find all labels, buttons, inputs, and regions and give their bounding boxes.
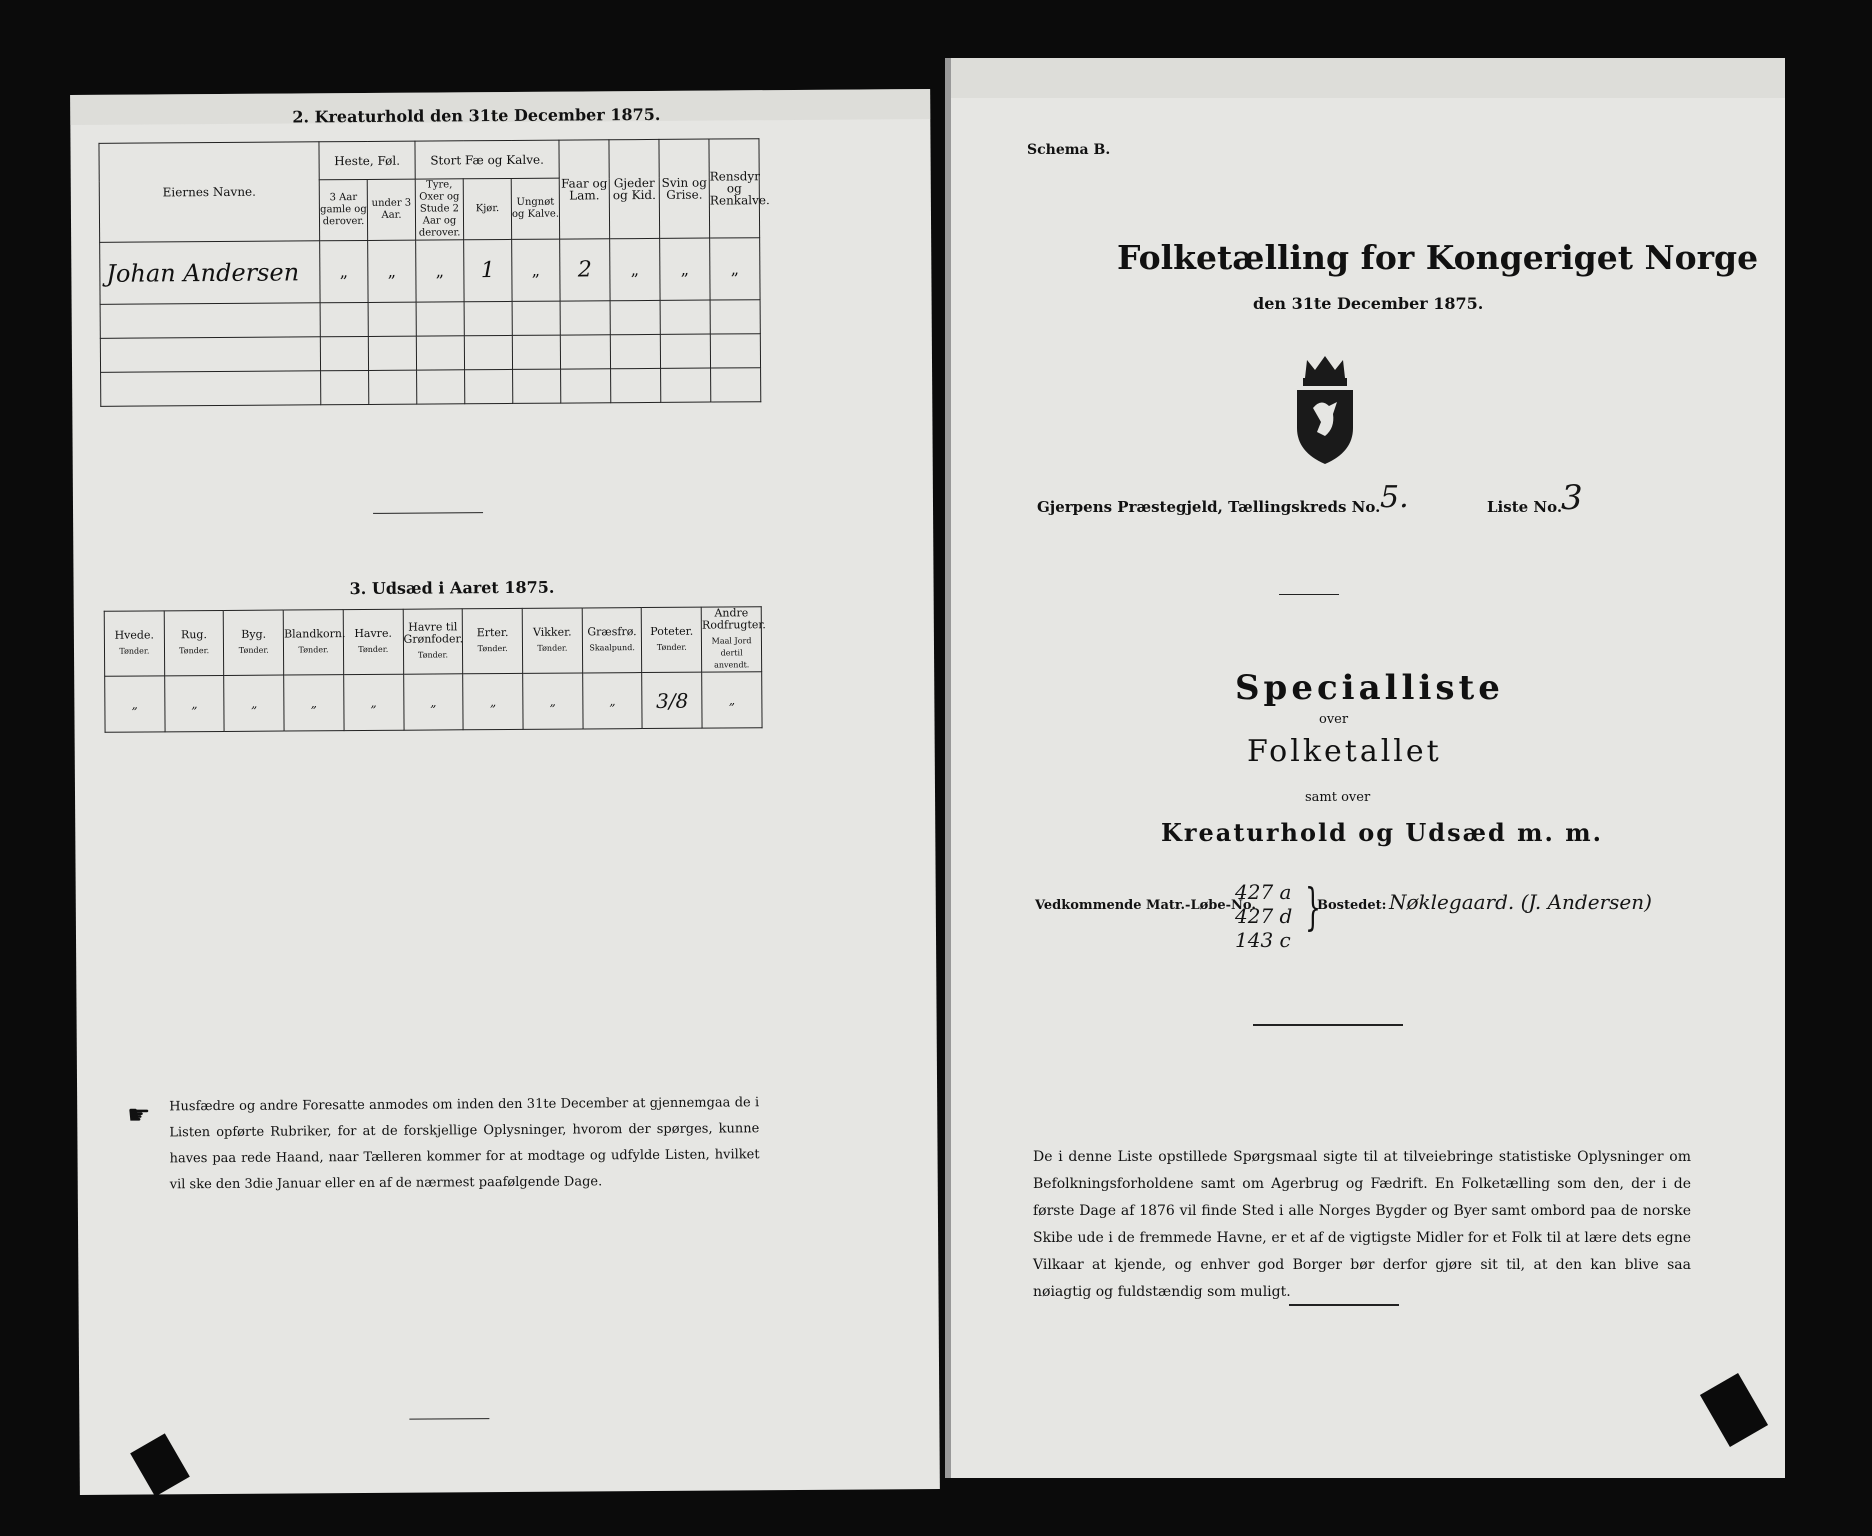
col-oxen: Tyre, Oxer og Stude 2 Aar og derover. bbox=[415, 179, 463, 240]
sowing-value: „ bbox=[463, 673, 523, 729]
sowing-col-0 bbox=[104, 611, 164, 676]
brace-icon: } bbox=[1304, 878, 1321, 936]
cell-oxen: „ bbox=[416, 240, 464, 302]
table-row bbox=[100, 300, 760, 339]
sowing-col-label: Byg. bbox=[241, 627, 267, 641]
sowing-col-unit: Skaalpund. bbox=[589, 643, 635, 653]
col-horses-old: 3 Aar gamle og derover. bbox=[319, 179, 367, 240]
col-owner: Eiernes Navne. bbox=[99, 142, 320, 243]
sowing-value: „ bbox=[702, 672, 762, 728]
divider bbox=[373, 512, 483, 514]
pointing-hand-icon: ☛ bbox=[127, 1100, 151, 1131]
col-sheep: Faar og Lam. bbox=[559, 140, 610, 239]
livestock-table bbox=[98, 138, 770, 407]
sowing-value: „ bbox=[523, 673, 583, 729]
sowing-col-label: Vikker. bbox=[532, 625, 572, 639]
sowing-col-6 bbox=[463, 608, 523, 673]
sowing-col-label: Havre til Grønfoder. bbox=[403, 620, 464, 646]
sowing-value: 3/8 bbox=[642, 672, 702, 728]
cell-cows: 1 bbox=[464, 239, 512, 301]
sowing-col-label: Erter. bbox=[476, 625, 509, 640]
owner-name: Johan Andersen bbox=[100, 241, 320, 305]
col-horses: Heste, Føl. bbox=[319, 141, 415, 180]
table-row bbox=[105, 672, 762, 733]
table-row bbox=[100, 238, 760, 305]
census-date: den 31te December 1875. bbox=[1253, 294, 1484, 313]
sowing-col-4 bbox=[343, 609, 403, 674]
col-cattle: Stort Fæ og Kalve. bbox=[415, 140, 559, 179]
coat-of-arms-icon bbox=[1285, 348, 1365, 468]
sowing-col-label: Hvede. bbox=[114, 628, 154, 642]
matr-value-1: 427 a bbox=[1235, 880, 1292, 904]
cell-horses-young: „ bbox=[368, 240, 416, 302]
matr-value-2: 427 d bbox=[1235, 904, 1293, 928]
table-row bbox=[100, 334, 760, 373]
col-reindeer: Rensdyr og Renkalve. bbox=[709, 139, 760, 238]
cell-pigs: „ bbox=[660, 238, 710, 300]
sowing-col-5 bbox=[403, 609, 463, 674]
district-label: Gjerpens Præstegjeld, Tællingskreds No. bbox=[1037, 498, 1381, 516]
folketallet-heading: Folketallet bbox=[1247, 734, 1442, 769]
cell-sheep: 2 bbox=[560, 239, 610, 301]
notice-paragraph: Husfædre og andre Foresatte anmodes om inden den 31te December at gjennemgaa de i Listen opførte Rubriker, for at de forskjellige Oplysninger, hvorom der spørges, kunne haves paa rede Haand, naar Tælleren kommer for at modtage og udfylde Listen, hvilket vil ske den 3die Januar eller en af de nærmest paafølgende Dage. bbox=[169, 1095, 760, 1193]
sowing-col-8 bbox=[582, 608, 642, 673]
col-cows: Kjør. bbox=[463, 178, 511, 239]
page-edge bbox=[945, 58, 951, 1478]
divider bbox=[1289, 1304, 1399, 1306]
sowing-value: „ bbox=[344, 674, 404, 730]
sowing-col-3 bbox=[283, 610, 346, 675]
cell-horses-old: „ bbox=[320, 240, 368, 302]
section2-title: 2. Kreaturhold den 31te December 1875. bbox=[292, 104, 661, 127]
sowing-col-10 bbox=[701, 606, 766, 672]
section3-title: 3. Udsæd i Aaret 1875. bbox=[349, 577, 555, 599]
specialliste-heading: Specialliste bbox=[1235, 668, 1504, 708]
over-label: over bbox=[1319, 712, 1349, 727]
cell-reindeer: „ bbox=[710, 238, 760, 300]
sowing-col-label: Havre. bbox=[354, 626, 392, 641]
left-page bbox=[70, 89, 940, 1495]
sowing-col-label: Andre Rodfrugter. bbox=[701, 606, 766, 632]
sowing-value: „ bbox=[403, 674, 463, 730]
sowing-value: „ bbox=[224, 675, 284, 731]
sowing-col-unit: Tønder. bbox=[298, 645, 329, 655]
sowing-col-label: Græsfrø. bbox=[587, 625, 637, 639]
divider bbox=[1279, 594, 1339, 595]
sowing-col-1 bbox=[164, 610, 224, 675]
sowing-col-unit: Tønder. bbox=[179, 646, 210, 656]
info-paragraph: De i denne Liste opstillede Spørgsmaal sigte til at tilveiebringe statistiske Oplysninger om Befolkningsforholdene samt om Agerbrug og Fædrift. En Folketælling som den, der i de første Dage af 1876 vil finde Sted i alle Norges Bygder og Byer samt ombord paa de norske Skibe ude i de fremmede Havne, er et af de vigtigste Midler for et Folk til at lære dets egne Vilkaar at kjende, og enhver god Borger bør derfor gjøre sit til, at den kan blive saa nøiagtig og fuldstændig som muligt. bbox=[1033, 1149, 1691, 1300]
sowing-value: „ bbox=[582, 673, 642, 729]
bosted-label: Bostedet: bbox=[1317, 898, 1387, 913]
divider bbox=[1253, 1024, 1403, 1026]
matr-label: Vedkommende Matr.-Løbe-No. bbox=[1035, 898, 1256, 913]
sowing-col-label: Blandkorn. bbox=[284, 627, 346, 641]
district-number: 5. bbox=[1380, 480, 1409, 515]
schema-label: Schema B. bbox=[1027, 142, 1111, 158]
samt-over-label: samt over bbox=[1305, 790, 1371, 805]
sowing-col-unit: Tønder. bbox=[537, 643, 568, 653]
col-horses-young: under 3 Aar. bbox=[367, 179, 415, 240]
sowing-value: „ bbox=[105, 676, 165, 732]
bosted-value: Nøklegaard. (J. Andersen) bbox=[1389, 890, 1652, 914]
sowing-col-2 bbox=[224, 610, 284, 675]
cell-goats: „ bbox=[610, 238, 660, 300]
sowing-col-unit: Tønder. bbox=[656, 642, 687, 652]
col-young-cattle: Ungnøt og Kalve. bbox=[511, 178, 559, 239]
list-label: Liste No. bbox=[1487, 498, 1563, 516]
divider bbox=[409, 1418, 489, 1420]
col-pigs: Svin og Grise. bbox=[659, 139, 710, 238]
sowing-col-unit: Maal Jord dertil anvendt. bbox=[711, 636, 752, 670]
sowing-col-label: Rug. bbox=[180, 628, 207, 642]
col-goats: Gjeder og Kid. bbox=[609, 139, 660, 238]
sowing-value: „ bbox=[164, 675, 224, 731]
sowing-value: „ bbox=[284, 675, 344, 731]
sowing-col-unit: Tønder. bbox=[417, 650, 449, 660]
matr-value-3: 143 c bbox=[1235, 928, 1291, 952]
sowing-col-unit: Tønder. bbox=[238, 645, 269, 655]
right-page bbox=[945, 58, 1785, 1478]
sowing-col-unit: Tønder. bbox=[119, 646, 150, 656]
table-row bbox=[101, 368, 761, 407]
page-title: Folketælling for Kongeriget Norge bbox=[1117, 238, 1759, 277]
cell-young-cattle: „ bbox=[512, 239, 560, 301]
list-number: 3 bbox=[1561, 478, 1583, 518]
kreaturhold-heading: Kreaturhold og Udsæd m. m. bbox=[1161, 818, 1603, 847]
sowing-col-unit: Tønder. bbox=[477, 643, 508, 654]
sowing-col-unit: Tønder. bbox=[358, 644, 389, 655]
page-edge-shadow bbox=[945, 58, 1785, 98]
sowing-col-label: Poteter. bbox=[650, 624, 694, 638]
sowing-table bbox=[104, 606, 766, 733]
sowing-col-9 bbox=[642, 607, 702, 672]
sowing-col-7 bbox=[522, 608, 582, 673]
